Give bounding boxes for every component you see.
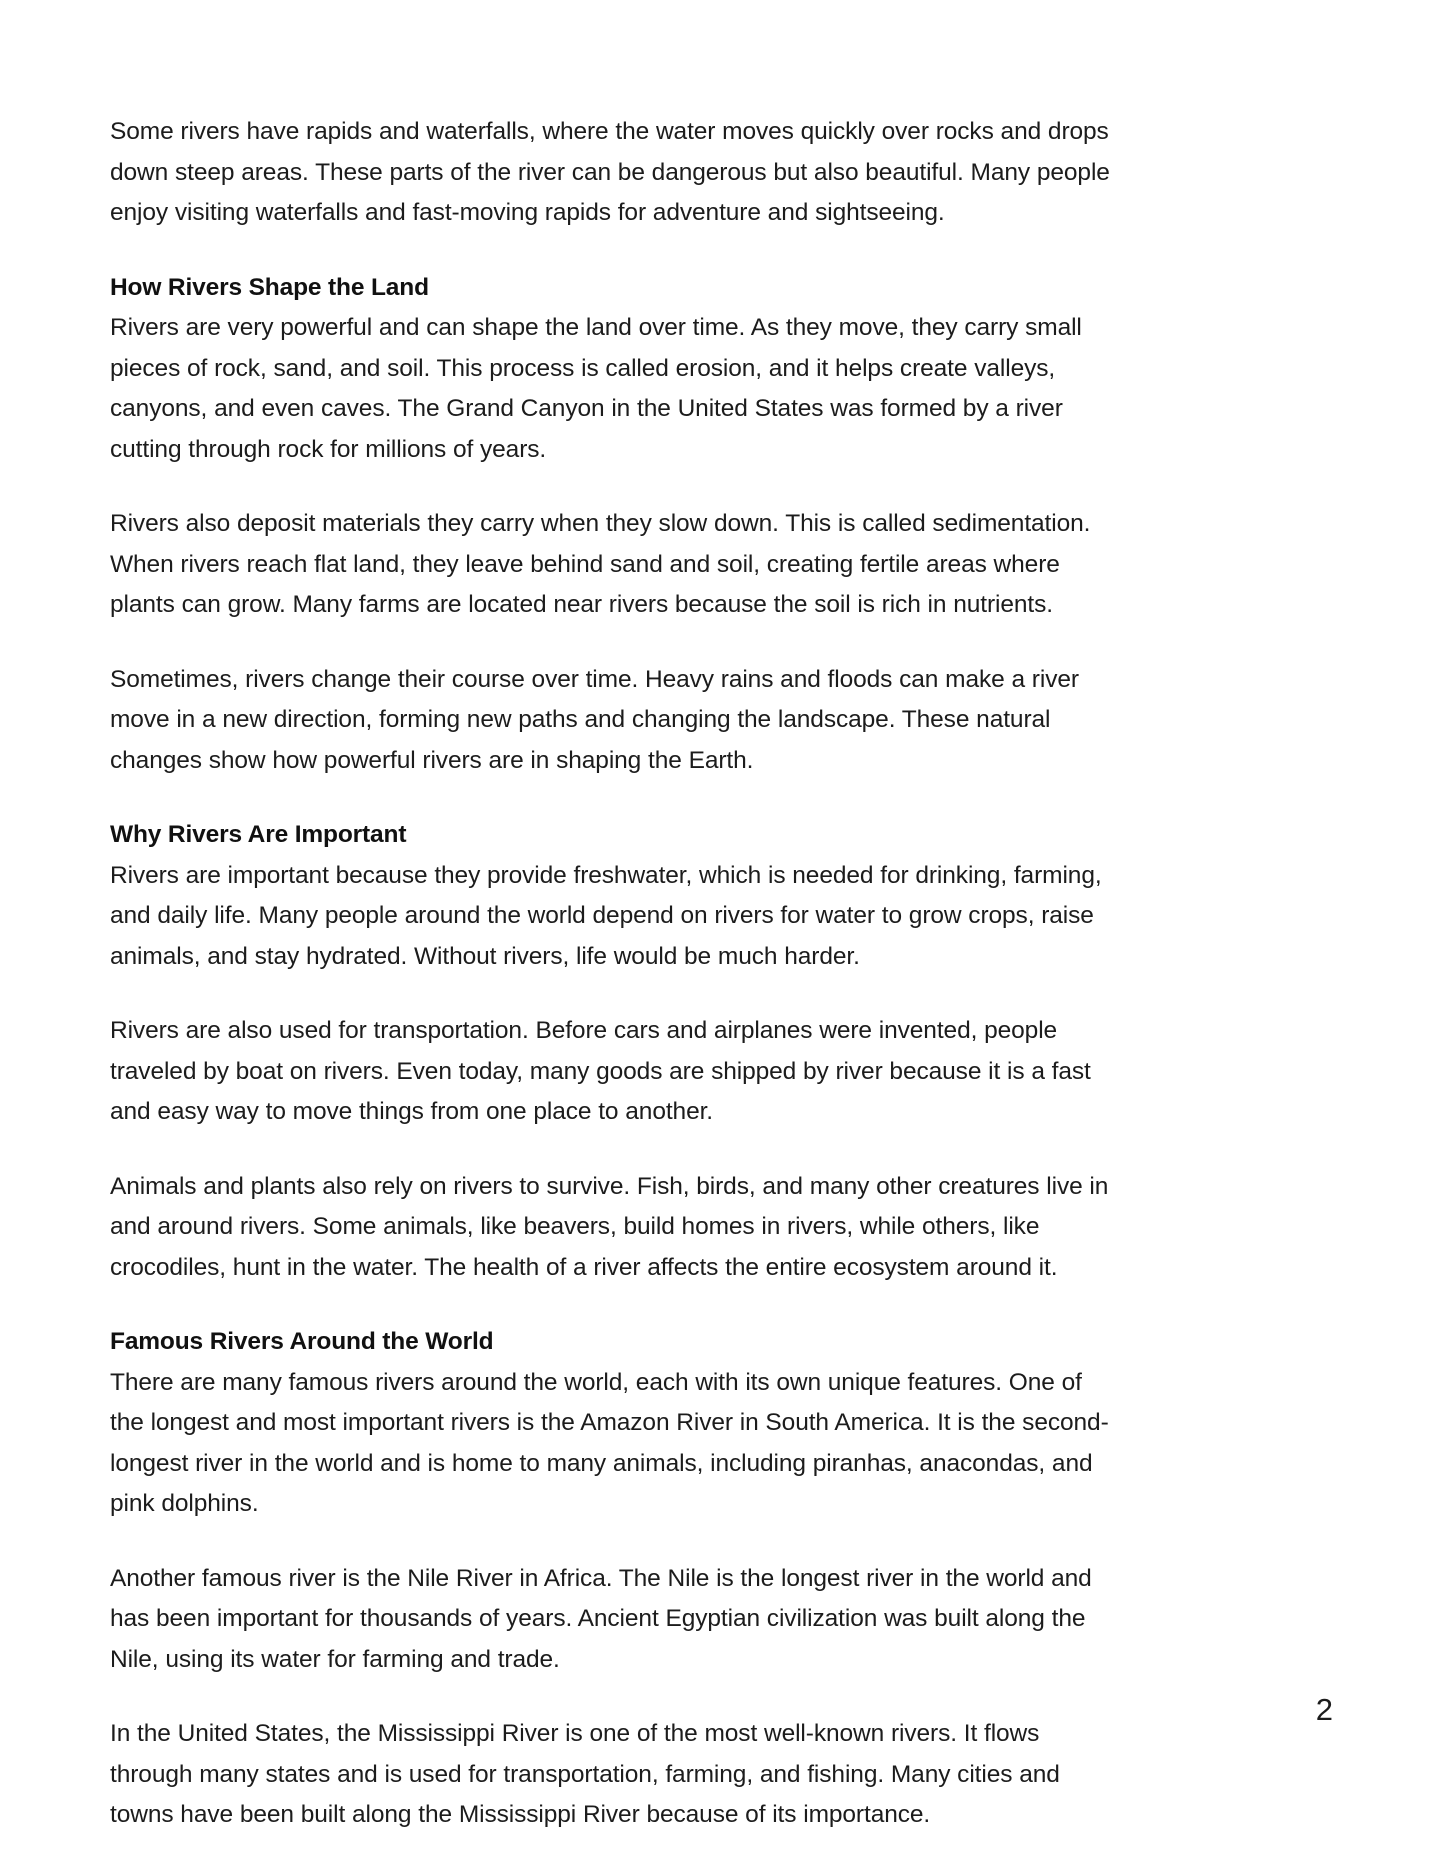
document-body xyxy=(110,112,1110,1836)
paragraph-rapids-waterfalls: Some rivers have rapids and waterfalls, where the water moves quickly over rocks and drops down steep areas. These parts of the river can be dangerous but also beautiful. Many people enjoy visiting waterfalls and fast-moving rapids for adventure and sightseeing. xyxy=(110,118,1110,226)
paragraph-changing-course: Sometimes, rivers change their course over time. Heavy rains and floods can make a river move in a new direction, forming new paths and changing the landscape. These natural changes show how powerful rivers are in shaping the Earth. xyxy=(110,665,1079,774)
paragraph-erosion: Rivers are very powerful and can shape the land over time. As they move, they carry small pieces of rock, sand, and soil. This process is called erosion, and it helps create valleys, canyons, and even caves. The Grand Canyon in the United States was formed by a river cutting through rock for millions of years. xyxy=(110,314,1082,463)
section-how-rivers-shape-the-land xyxy=(110,268,1110,782)
paragraph-wildlife: Animals and plants also rely on rivers to survive. Fish, birds, and many other creatures live in and around rivers. Some animals, like beavers, build homes in rivers, while others, like crocodiles, hunt in the water. The health of a river affects the entire ecosystem around it. xyxy=(110,1172,1109,1281)
section-why-rivers-are-important xyxy=(110,815,1110,1288)
page-number: 2 xyxy=(1315,1692,1333,1727)
paragraph-freshwater: Rivers are important because they provide freshwater, which is needed for drinking, farming, and daily life. Many people around the world depend on rivers for water to grow crops, raise animals, and stay hydrated. Without rivers, life would be much harder. xyxy=(110,861,1102,970)
section-heading-why-rivers-are-important: Why Rivers Are Important xyxy=(110,821,407,848)
paragraph-transportation: Rivers are also used for transportation. Before cars and airplanes were invented, people traveled by boat on rivers. Even today, many goods are shipped by river because it is a fast and easy way to move things from one place to another. xyxy=(110,1017,1091,1125)
paragraph-mississippi-river: In the United States, the Mississippi River is one of the most well-known rivers. It flows through many states and is used for transportation, farming, and fishing. Many cities and towns have been built along the Mississippi River because of its importance. xyxy=(110,1720,1060,1828)
section-heading-famous-rivers-around-the-world: Famous Rivers Around the World xyxy=(110,1328,494,1355)
section-heading-how-rivers-shape-the-land: How Rivers Shape the Land xyxy=(110,273,429,301)
paragraph-amazon-river: There are many famous rivers around the world, each with its own unique features. One of the longest and most important rivers is the Amazon River in South America. It is the second-longest river in the world and is home to many animals, including piranhas, anacondas, and pink dolphins. xyxy=(110,1368,1109,1517)
paragraph-nile-river: Another famous river is the Nile River in Africa. The Nile is the longest river in the world and has been important for thousands of years. Ancient Egyptian civilization was built along the Nile, using its water for farming and trade. xyxy=(110,1564,1092,1673)
section-famous-rivers-around-the-world xyxy=(110,1322,1110,1836)
paragraph-sedimentation: Rivers also deposit materials they carry when they slow down. This is called sedimentation. When rivers reach flat land, they leave behind sand and soil, creating fertile areas where plants can grow. Many farms are located near rivers because the soil is rich in nutrients. xyxy=(110,510,1091,618)
